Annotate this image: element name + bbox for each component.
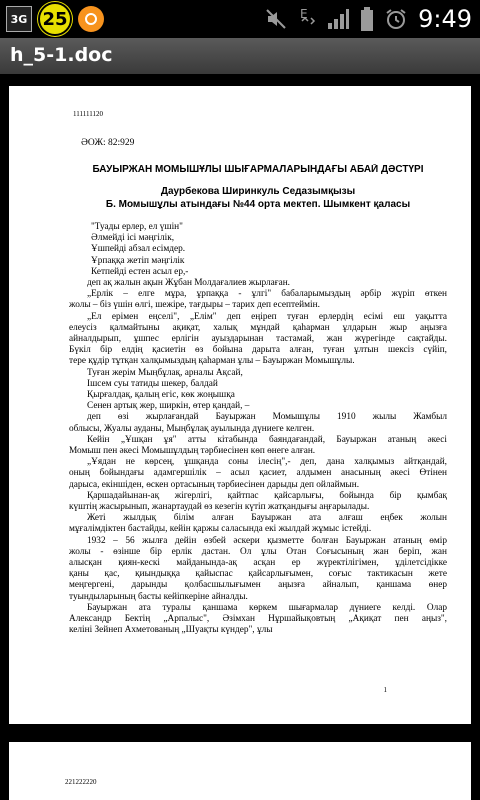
page-number: 1 xyxy=(383,686,387,694)
text-line: Қырғалдақ, қалың егіс, көк жоңышқа xyxy=(87,390,235,401)
text-line: Бүкіл бір елдің қасиетін өз бойына дарыта алған, туған ұлтын шексіз сүйіп, xyxy=(69,345,447,356)
text-line: Жеті жылдық білім алған Бауыржан ата алғаш еңбек жолын xyxy=(87,513,447,524)
alarm-icon xyxy=(384,7,408,31)
poem-line: "Туады ерлер, ел үшін" xyxy=(91,222,183,232)
text-line: 1932 – 56 жылға дейін өзбей әскери қызметте болған Бауыржан атаның өмір xyxy=(87,535,447,546)
text-line: туындыларының басты кейіпкеріне айналды. xyxy=(69,591,248,602)
network-3g-icon: 3G xyxy=(6,6,32,32)
text-line: жолы - өзінше бір ерлік дастан. Ол ұлы Отан Соғысының жан беріп, жан xyxy=(69,546,447,557)
text-line: Ішсем суы татиды шекер, балдай xyxy=(87,378,218,389)
signal-icon xyxy=(326,7,350,31)
article-title: БАУЫРЖАН МОМЫШҰЛЫ ШЫҒАРМАЛАРЫНДАҒЫ АБАЙ ДӘСТҮРІ xyxy=(92,164,424,175)
app-title-bar xyxy=(0,38,480,75)
opening-poem xyxy=(69,222,447,278)
notification-count-icon: 25 xyxy=(38,2,72,36)
poem-line: Ұрпаққа жетіп мәңгілік xyxy=(91,255,185,266)
text-line: Бауыржан ата туралы қаншама көркем шығармалар дүниеге келді. Олар xyxy=(87,602,447,613)
text-line: Сенен артық жер, ширкін, өтер қандай, – xyxy=(87,401,250,412)
battery-icon xyxy=(360,6,374,32)
document-viewer[interactable] xyxy=(0,74,480,800)
muted-icon xyxy=(264,7,288,31)
text-line: Александр Бектің „Арпалыс", Әзімхан Нұршайықовтың „Ақиқат пен аңыз", xyxy=(69,614,447,625)
poem-line: Кетпейді естен асыл ер,- xyxy=(91,266,189,277)
text-line: „Ерлік – елге мұра, ұрпаққа - ұлгі" бабаларымыздың әрбір жүріп өткен xyxy=(87,289,447,300)
poem-line: Ұшпейді абзал есімдер. xyxy=(91,244,186,255)
text-line: мұғалімдіктен бастайды, кейін қаржы саласында екі жылдай жұмыс істейді. xyxy=(69,524,372,535)
page-header-code: 111111120 xyxy=(73,110,103,118)
app-notification-icon xyxy=(78,6,104,32)
text-line: оның бойындағы адамгершілік – асыл қасиет, алдымен анасының әкесі Өтінен xyxy=(69,468,447,479)
document-title: h_5-1.doc xyxy=(10,44,113,66)
udk-code: ӘОЖ: 82:929 xyxy=(81,138,135,148)
text-line: деп өзі жырлағандай Бауыржан Момышұлы 1910 жылы Жамбыл xyxy=(87,412,447,423)
text-line: облысы, Жуалы ауданы, Мыңбұлақ ауылында дүниеге келген. xyxy=(69,423,315,434)
page-header-code: 221222220 xyxy=(65,778,97,786)
poem-line: Әлмейді ісі мәңгілік, xyxy=(91,233,175,244)
text-line: Кейін „Ұшқан ұя" атты кітабында баяндағандай, Бауыржан атаның әкесі xyxy=(87,434,447,445)
text-line: дарыса, екіншіден, өскен ортасының тәрбиесінен дарыды деп ойлаймын. xyxy=(69,479,360,490)
text-line: меңгергені, дарынды қолбасшылығымен аңызға айналып, қаншама өнер xyxy=(69,580,447,591)
text-line: күштің жасырынып, жанартаудай өз кезегін күтіп жатқандығы аңғарылады. xyxy=(69,502,370,513)
text-line: Момыш пен әкесі Момышұлдың тәрбиесінен көп өнеге алған. xyxy=(69,446,316,457)
text-line: деп ақ жалын ақын Жұбан Молдағалиев жырлаған. xyxy=(87,278,290,288)
text-line: Туған жерім Мыңбұлақ, арналы Ақсай, xyxy=(87,367,243,378)
text-line: қаны қас, қиындыққа қайыспас қайсарлығымен, соғыс тактикасын жете xyxy=(69,569,447,580)
document-page xyxy=(9,86,471,724)
article-affiliation: Б. Момышұлы атындағы №44 орта мектеп. Шымкент қаласы xyxy=(105,199,411,210)
status-bar xyxy=(0,0,480,38)
text-line: тере құдір тұтқан халқымыздың қаһарман ұлы – Бауыржан Момышұлы. xyxy=(69,356,355,367)
text-line: алысқан қиян-кескі майданында-ақ асқан ер жүректілігімен, ұділетсідікке xyxy=(69,558,447,569)
text-line: келіні Зейнеп Ахметованың „Шуақты күндер", ұлы xyxy=(69,625,273,636)
text-line: жолы – біз үшін өлгі, шежіре, тағдыры – тарих деп есептеймін. xyxy=(69,300,320,311)
text-line: Қаршадайынан-ақ жігерлігі, қайтпас қайсарлығы, бойында бір қымбақ xyxy=(87,490,447,501)
svg-text:E: E xyxy=(300,7,308,21)
data-e-icon xyxy=(298,6,316,32)
text-line: „Ұядан не көрсең, ұшқанда соны ілесің",- деп, дана халқымыз айтқандай, xyxy=(87,457,447,468)
document-page-2 xyxy=(9,742,471,800)
text-line: „Ел ерімен еңселі", „Елім" деп еңіреп туған ерлердің есімі еш уақытта xyxy=(87,311,447,322)
text-line: елеусіз қалмайтыны ақиқат, халық мұндай қаһарман ұлдарын жыр аңызға xyxy=(69,322,447,333)
clock: 9:49 xyxy=(418,5,472,33)
text-line: айналдырып, ұшпес ерлігін ауыздарынан тастамай, жан жүрегінде сақтайды. xyxy=(69,334,447,345)
article-author: Даурбекова Ширинкуль Седазымқызы xyxy=(160,186,356,197)
article-body xyxy=(69,278,447,637)
